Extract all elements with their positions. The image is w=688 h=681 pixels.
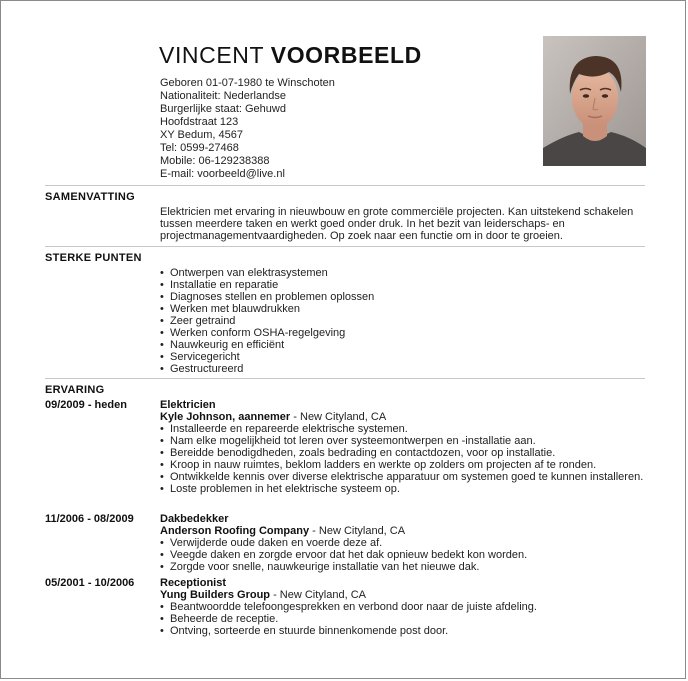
job-duties <box>160 423 650 495</box>
job-title: Elektricien <box>160 399 216 411</box>
summary-heading: SAMENVATTING <box>45 191 135 203</box>
portrait-icon <box>543 36 646 166</box>
job-employer-line <box>160 411 650 423</box>
mobile: Mobile: 06-129238388 <box>160 155 270 167</box>
postal-city: XY Bedum, 4567 <box>160 129 243 141</box>
strengths-list <box>160 267 650 375</box>
job-dates: 09/2009 - heden <box>45 399 127 411</box>
email: E-mail: voorbeeld@live.nl <box>160 168 285 180</box>
list-item: • Ontwerpen van elektrasystemen <box>160 267 650 279</box>
job-duties <box>160 601 650 637</box>
job-employer: Yung Builders Group <box>160 589 271 601</box>
list-item: • Installatie en reparatie <box>160 279 650 291</box>
first-name: VINCENT <box>159 42 264 68</box>
list-item: • Loste problemen in het elektrische systeem op. <box>160 483 650 495</box>
job-title: Receptionist <box>160 577 227 589</box>
list-item: • Beantwoordde telefoongesprekken en verbond door naar de juiste afdeling. <box>160 601 650 613</box>
list-item: • Veegde daken en zorgde ervoor dat het dak opnieuw bedekt kon worden. <box>160 549 650 561</box>
strengths-heading: STERKE PUNTEN <box>45 252 142 264</box>
list-item: • Diagnoses stellen en problemen oplossen <box>160 291 650 303</box>
list-item: • Werken conform OSHA-regelgeving <box>160 327 650 339</box>
birth-info: Geboren 01-07-1980 te Winschoten <box>160 77 335 89</box>
list-item: • Werken met blauwdrukken <box>160 303 650 315</box>
marital-status: Burgerlijke staat: Gehuwd <box>160 103 286 115</box>
list-item: • Nam elke mogelijkheid tot leren over systeemontwerpen en -installatie aan. <box>160 435 650 447</box>
job-employer: Anderson Roofing Company <box>160 525 310 537</box>
job-employer-line <box>160 525 650 537</box>
nationality: Nationaliteit: Nederlandse <box>160 90 286 102</box>
strengths-list-wrapper <box>160 267 650 375</box>
divider <box>45 185 645 186</box>
list-item: • Zeer getraind <box>160 315 650 327</box>
list-item: • Installeerde en repareerde elektrische systemen. <box>160 423 650 435</box>
job-dates: 05/2001 - 10/2006 <box>45 577 135 589</box>
candidate-name <box>159 42 422 69</box>
list-item: • Beheerde de receptie. <box>160 613 650 625</box>
job-location: - New Cityland, CA <box>290 411 387 423</box>
street-address: Hoofdstraat 123 <box>160 116 239 128</box>
list-item: • Bereidde benodigdheden, zoals bedrading en contactdozen, voor op installatie. <box>160 447 650 459</box>
job-dates: 11/2006 - 08/2009 <box>45 513 134 525</box>
list-item: • Ontving, sorteerde en stuurde binnenkomende post door. <box>160 625 650 637</box>
list-item: • Ontwikkelde kennis over diverse elektrische apparatuur om systemen goed te kunnen installeren. <box>160 471 650 483</box>
job-entry <box>160 577 650 637</box>
last-name: VOORBEELD <box>270 42 422 68</box>
profile-photo <box>543 36 646 166</box>
list-item: • Zorgde voor snelle, nauwkeurige installatie van het nieuwe dak. <box>160 561 650 573</box>
job-title: Dakbedekker <box>160 513 229 525</box>
list-item: • Gestructureerd <box>160 363 650 375</box>
list-item: • Nauwkeurig en efficiënt <box>160 339 650 351</box>
job-entry <box>160 399 650 495</box>
job-entry <box>160 513 650 573</box>
job-employer: Kyle Johnson, aannemer <box>160 411 291 423</box>
list-item: • Kroop in nauw ruimtes, beklom ladders en werkte op zolders om projecten af te ronden. <box>160 459 650 471</box>
contact-block <box>160 77 335 181</box>
phone: Tel: 0599-27468 <box>160 142 239 154</box>
divider <box>45 246 645 247</box>
divider <box>45 378 645 379</box>
summary-text: Elektricien met ervaring in nieuwbouw en grote commerciële projecten. Kan uitstekend schakelen tussen meerdere taken en werkt goed onder druk. In het bezit van leiderschaps- en projectmanagementvaardigheden. Op zoek naar een functie om in door te groeien. <box>160 206 634 242</box>
job-duties <box>160 537 650 573</box>
experience-heading: ERVARING <box>45 384 105 396</box>
job-employer-line <box>160 589 650 601</box>
job-location: - New Cityland, CA <box>309 525 406 537</box>
list-item: • Servicegericht <box>160 351 650 363</box>
list-item: • Verwijderde oude daken en voerde deze af. <box>160 537 650 549</box>
job-location: - New Cityland, CA <box>270 589 366 601</box>
